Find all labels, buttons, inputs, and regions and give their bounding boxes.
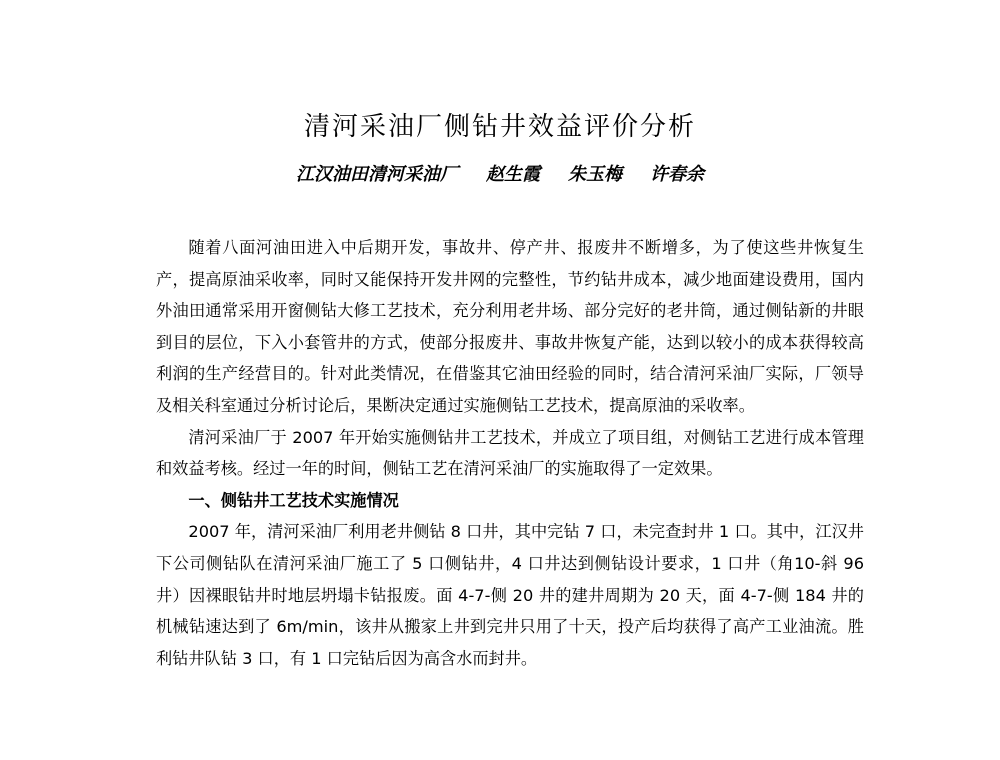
affiliation: 江汉油田清河采油厂 bbox=[296, 164, 458, 185]
author-name: 朱玉梅 bbox=[568, 164, 622, 185]
document-title: 清河采油厂侧钻井效益评价分析 bbox=[303, 112, 696, 142]
paragraph-start: 清河采油厂于 2007 年开始实施侧钻井工艺技术，并成立了项目组，对侧钻工艺进行成本管理和效益考核。经过一年的时间，侧钻工艺在清河采油厂的实施取得了一定效果。 bbox=[156, 427, 864, 479]
paragraph-intro: 随着八面河油田进入中后期开发，事故井、停产井、报废井不断增多，为了使这些井恢复生产，提高原油采收率，同时又能保持开发井网的完整性，节约钻井成本，减少地面建设费用，国内外油田通常采用开窗侧钻大修工艺技术，充分利用老井场、部分完好的老井筒，通过侧钻新的井眼到目的层位，下入小套管井的方式，使部分报废井、事故井恢复产能，达到以较小的成本获得较高利润的生产经营目的。针对此类情况，在借鉴其它油田经验的同时，结合清河采油厂实际，厂领导及相关科室通过分析讨论后，果断决定通过实施侧钻工艺技术，提高原油的采收率。 bbox=[156, 238, 864, 415]
section-heading: 一、侧钻井工艺技术实施情况 bbox=[188, 490, 399, 510]
byline bbox=[0, 160, 1000, 186]
paragraph-section: 2007 年，清河采油厂利用老井侧钻 8 口井，其中完钻 7 口，未完查封井 1 口。其中，江汉井下公司侧钻队在清河采油厂施工了 5 口侧钻井，4 口井达到侧钻设计要求，1 口井（角10-斜 96 井）因裸眼钻井时地层坍塌卡钻报废。面 4-7-侧 20 井的建井周期为 20 天，面 4-7-侧 184 井的机械钻速达到了 6m/min，该井从搬家上井到完井只用了十天，投产后均获得了高产工业油流。胜利钻井队钻 3 口，有 1 口完钻后因为高含水而封井。 bbox=[156, 522, 864, 668]
document-body bbox=[156, 232, 864, 674]
author-name: 赵生霞 bbox=[486, 164, 540, 185]
author-name: 许春余 bbox=[650, 164, 704, 185]
